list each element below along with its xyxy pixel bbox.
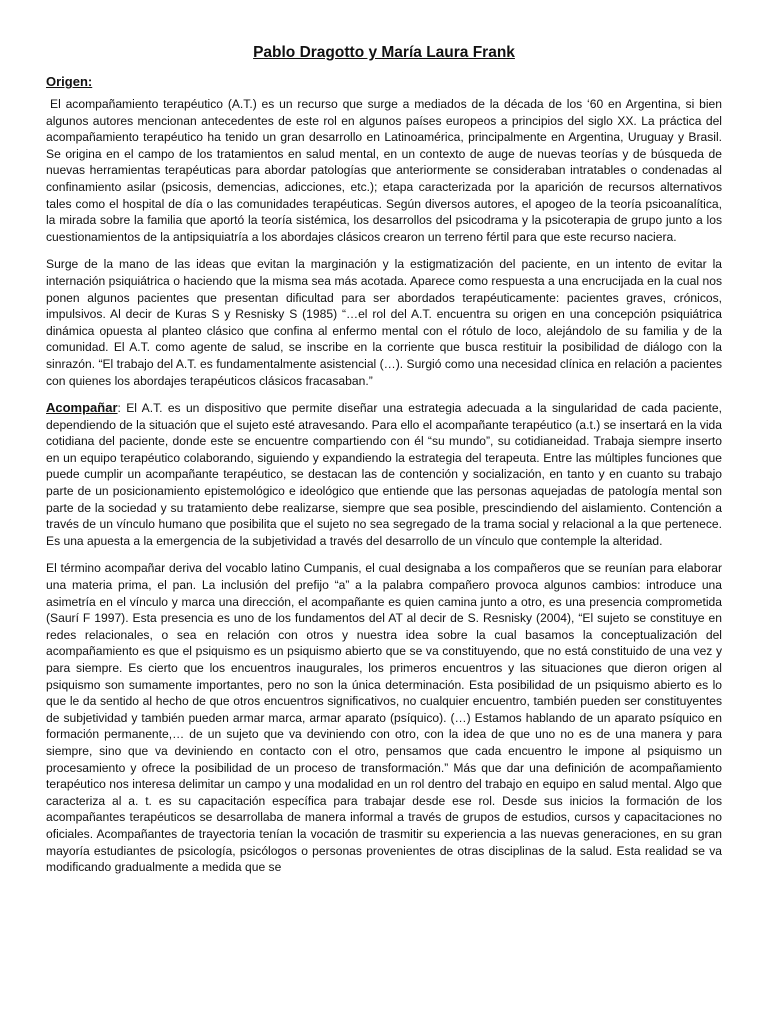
- paragraph-2: Surge de la mano de las ideas que evitan la marginación y la estigmatización del paciente, en un intento de evitar la internación psiquiátrica o haciendo que la misma sea más acotada. Aparece como respuesta a una encrucijada en la cual nos ponen algunos pacientes que presentan dificultad para ser abordados terapéuticamente: pacientes graves, crónicos, impulsivos. Al decir de Kuras S y Resnisky S (1985) “…el rol del A.T. encuentra su origen en una concepción psiquiátrica dinámica opuesta al planteo clásico que confina al enfermo mental con el rótulo de loco, alejándolo de su familia y de la comunidad. El A.T. como agente de salud, se inscribe en la corriente que busca restituir la posibilidad de diálogo con la sinrazón. “El trabajo del A.T. es fundamentalmente asistencial (…). Surgió como una necesidad clínica en relación a pacientes con quienes los abordajes terapéuticos clásicos fracasaban.”: [46, 257, 722, 388]
- paragraph-4: El término acompañar deriva del vocablo latino Cumpanis, el cual designaba a los compañeros que se reunían para elaborar una materia prima, el pan. La inclusión del prefijo “a” a la palabra compañero provoca algunos cambios: introduce una asimetría en el vínculo y marca una dirección, el acompañante es quien camina junto a otro, es una presencia comprometida (Saurí F 1997). Esta presencia es uno de los fundamentos del AT al decir de S. Resnisky (2004), “El sujeto se constituye en redes relacionales, o sea en relación con otros y nuestra idea sobre la cual basamos la conceptualización del acompañamiento es que el psiquismo es un psiquismo abierto que se va constituyendo, que no está constituido de una vez y para siempre. Es cierto que los encuentros inaugurales, los primeros encuentros y las situaciones que dieron origen al psiquismo son sumamente importantes, pero no son la única determinación. Esta posibilidad de un psiquismo abierto es lo que le da sentido al hecho de que otros encuentros significativos, no cualquier encuentro, también pueden ser constituyentes de subjetividad y también pueden armar marca, armar aparato (psíquico). (…) Estamos hablando de un aparato psíquico en formación permanente,… de un sujeto que va deviniendo con otro, con la idea de que uno no es de una manera y para siempre, sino que va deviniendo en contacto con el otro, pensamos que cada encuentro le impone al psiquismo un procesamiento y ofrece la posibilidad de un proceso de transformación.” Más que dar una definición de acompañamiento terapéutico nos interesa delimitar un campo y una modalidad en un rol dentro del trabajo en equipo en salud mental. Algo que caracteriza al a. t. es su capacitación específica para trabajar desde ese rol. Desde sus inicios la formación de los acompañantes terapéuticos se desarrollaba de manera informal a través de grupos de estudios, cursos y capacitaciones no oficiales. Acompañantes de trayectoria tenían la vocación de trasmitir su experiencia a las nuevas generaciones, en su gran mayoría estudiantes de psicología, psicólogos o personas provenientes de otras disciplinas de la salud. Esta realidad se va modificando gradualmente a medida que se: [46, 561, 722, 875]
- document-title: Pablo Dragotto y María Laura Frank: [253, 44, 515, 61]
- paragraph-1: El acompañamiento terapéutico (A.T.) es un recurso que surge a mediados de la década de los ‘60 en Argentina, si bien algunos autores mencionan antecedentes de este rol en algunos países europeos a principios del siglo XX. La práctica del acompañamiento terapéutico ha tenido un gran desarrollo en Latinoamérica, principalmente en Argentina, Uruguay y Brasil. Se origina en el campo de los tratamientos en salud mental, en un contexto de auge de nuevas teorías y de búsqueda de nuevas herramientas terapéuticas para abordar patologías que anteriormente se consideraban intratables o condenadas al confinamiento asilar (psicosis, demencias, adicciones, etc.); etapa caracterizada por la aparición de recursos alternativos tales como el hospital de día o las comunidades terapéuticas. Según diversos autores, el apogeo de la teoría psicoanalítica, la mirada sobre la familia que aportó la teoría sistémica, los desarrollos del psicodrama y la psicoterapia de grupo junto a los cuestionamientos de la antipsiquiatría a los abordajes clásicos crearon un terreno fértil para que este recurso naciera.: [46, 97, 722, 244]
- paragraph-3: [46, 400, 722, 549]
- section-heading-origen: Origen:: [46, 74, 93, 89]
- heading-acompanar: Acompañar: [46, 400, 118, 416]
- paragraph-3-text: : El A.T. es un dispositivo que permite diseñar una estrategia adecuada a la singularidad de cada paciente, dependiendo de la situación que el sujeto esté atravesando. Para ello el acompañante terapéutico (a.t.) se insertará en la vida cotidiana del paciente, donde este se encuentre compartiendo con él “su mundo”, su cotidianeidad. Trabaja siempre inserto en un equipo terapéutico colaborando, siguiendo y expandiendo la estrategia del terapeuta. Entre las múltiples funciones que puede cumplir un acompañante terapéutico, se destacan las de contención y socialización, en tanto y en cuanto su trabajo parte de un posicionamiento epistemológico e ideológico que entiende que las personas aquejadas de patología mental son parte de la sociedad y su tratamiento debe realizarse, siempre que sea posible, prescindiendo del aislamiento. Contención a través de un vínculo humano que posibilita que el sujeto no sea segregado de la trama social y relacional a la que pertenece. Es una apuesta a la emergencia de la subjetividad a través del desarrollo de un vínculo que contemple la alteridad.: [46, 401, 722, 548]
